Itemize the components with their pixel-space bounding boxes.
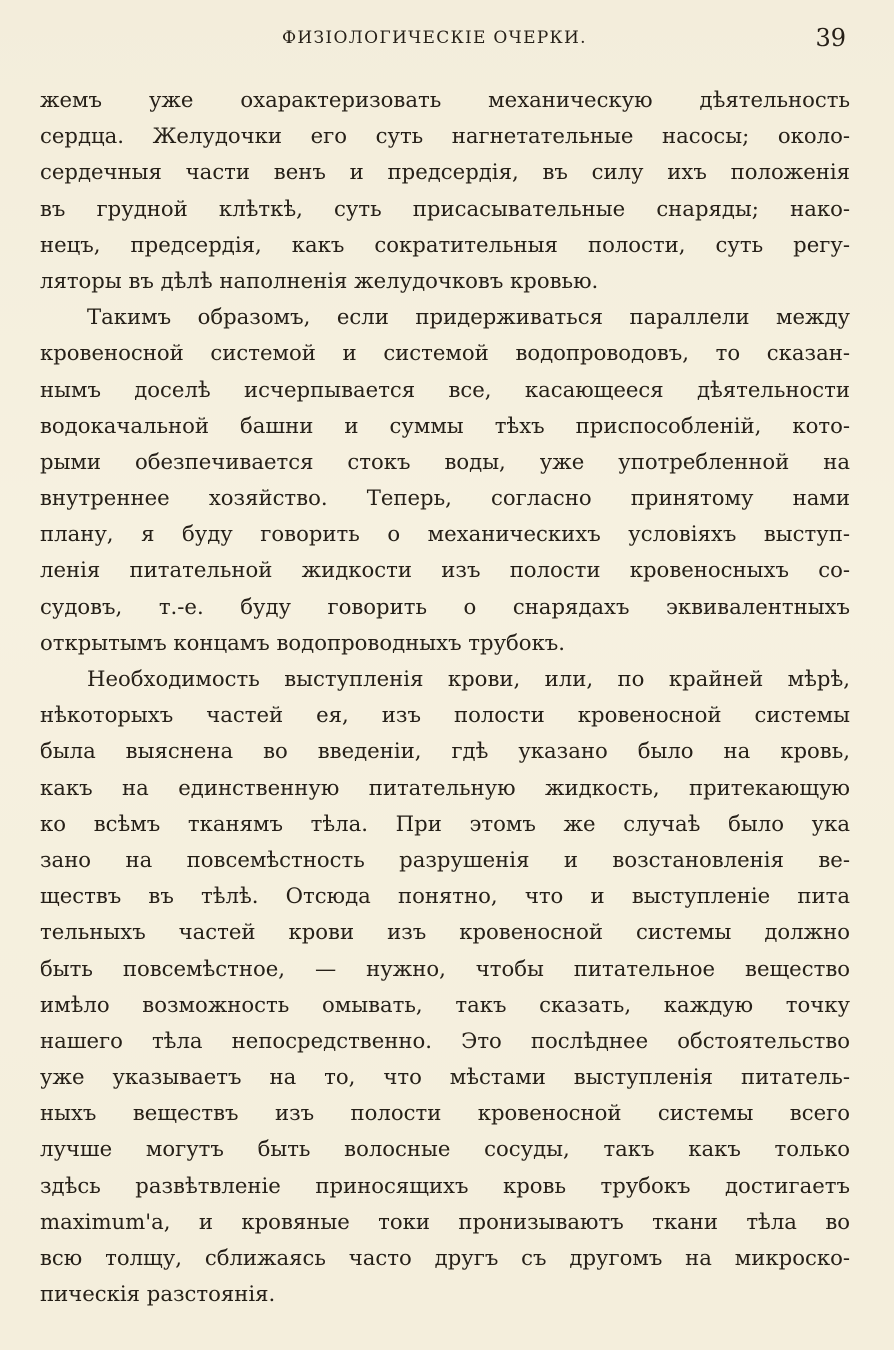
text-line: всю толщу, сближаясь часто другъ съ другомъ на микроско- [40, 1245, 850, 1270]
text-line: ществъ въ тѣлѣ. Отсюда понятно, что и выступленіе пита [40, 883, 850, 909]
text-line: ко всѣмъ тканямъ тѣла. При этомъ же случаѣ было ука [40, 810, 850, 836]
text-line: тельныхъ частей крови изъ кровеносной системы должно [40, 919, 850, 945]
text-line: какъ на единственную питательную жидкость, притекающую [40, 774, 850, 800]
paragraph-1 [40, 82, 850, 299]
text-line: зано на повсемѣстность разрушенія и возстановленія ве- [40, 846, 850, 872]
text-line: сердечныя части венъ и предсердія, въ силу ихъ положенія [40, 159, 850, 185]
text-line: уже указываетъ на то, что мѣстами выступленія питатель- [40, 1064, 850, 1090]
text-line: въ грудной клѣткѣ, суть присасывательные снаряды; нако- [40, 195, 850, 221]
running-title: ФИЗІОЛОГИЧЕСКІЕ ОЧЕРКИ. [282, 28, 587, 48]
text-line: плану, я буду говорить о механическихъ условіяхъ выступ- [40, 521, 850, 547]
text-line: сердца. Желудочки его суть нагнетательные насосы; околo- [40, 123, 850, 149]
text-line: ляторы въ дѣлѣ наполненія желудочковъ кровью. [40, 267, 599, 293]
text-line: рыми обезпечивается стокъ воды, уже употребленной на [40, 448, 850, 474]
text-line: водокачальной башни и суммы тѣхъ приспособленій, кото- [40, 412, 850, 438]
text-line: внутреннее хозяйство. Теперь, согласно принятому нами [40, 485, 850, 511]
text-line: Такимъ образомъ, если придерживаться параллели между [87, 304, 850, 330]
text-line: ленія питательной жидкости изъ полости кровеносныхъ со- [40, 557, 850, 583]
text-line: лучше могутъ быть волосные сосуды, такъ какъ только [40, 1136, 850, 1162]
text-line: maximum'a, и кровяные токи пронизываютъ ткани тѣла во [40, 1208, 850, 1234]
text-line: судовъ, т.-е. буду говорить о снарядахъ эквивалентныхъ [40, 593, 850, 619]
text-line: нѣкоторыхъ частей ея, изъ полости кровеносной системы [40, 702, 850, 728]
page-header [282, 24, 852, 60]
text-line: была выяснена во введеніи, гдѣ указано было на кровь, [40, 738, 850, 764]
text-line: ныхъ веществъ изъ полости кровеносной системы всего [40, 1100, 850, 1126]
text-line: здѣсь развѣтвленіе приносящихъ кровь трубокъ достигаетъ [40, 1172, 850, 1198]
text-line: жемъ уже охарактеризовать механическую дѣятельность [40, 87, 850, 112]
text-line: нашего тѣла непосредственно. Это послѣднее обстоятельство [40, 1027, 850, 1053]
text-line: нецъ, предсердія, какъ сократительныя полости, суть регу- [40, 231, 850, 257]
paragraph-2 [40, 299, 850, 661]
paragraph-3 [40, 661, 850, 1312]
text-line: имѣло возможность омывать, такъ сказать, каждую точку [40, 991, 850, 1017]
text-line: быть повсемѣстное, — нужно, чтобы питательное вещество [40, 955, 850, 981]
text-line: кровеносной системой и системой водопроводовъ, то сказан- [40, 340, 850, 366]
text-line: открытымъ концамъ водопроводныхъ трубокъ. [40, 629, 566, 655]
page-number: 39 [815, 24, 846, 52]
text-line: Необходимость выступленія крови, или, по крайней мѣрѣ, [87, 666, 850, 691]
text-line: нымъ доселѣ исчерпывается все, касающееся дѣятельности [40, 376, 850, 402]
text-line: пическія разстоянія. [40, 1281, 276, 1307]
body-text [40, 82, 850, 1312]
